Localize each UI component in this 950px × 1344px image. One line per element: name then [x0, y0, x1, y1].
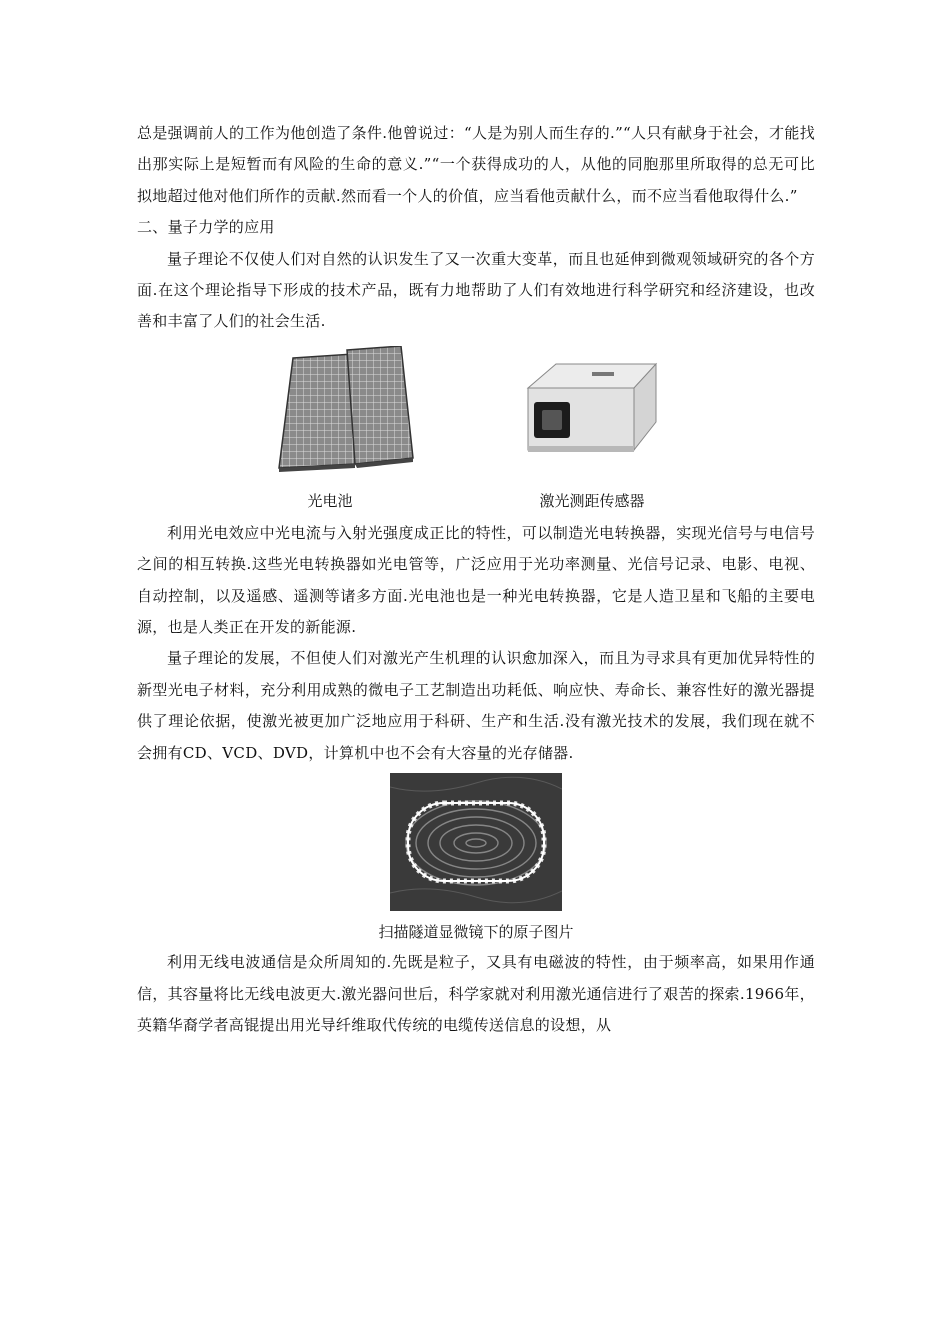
- caption-stm: 扫描隧道显微镜下的原子图片: [378, 923, 574, 942]
- figure-row-devices: [137, 338, 815, 518]
- paragraph-quantum-intro: 量子理论不仅使人们对自然的认识发生了又一次重大变革，而且也延伸到微观领域研究的各个方面.在这个理论指导下形成的技术产品，既有力地帮助了人们有效地进行科学研究和经济建设，也改善和丰富了人们的社会生活.: [137, 249, 815, 331]
- laser-sensor-image: [522, 358, 662, 458]
- paragraph-laser: 量子理论的发展，不但使人们对激光产生机理的认识愈加深入，而且为寻求具有更加优异特性的新型光电子材料，充分利用成熟的微电子工艺制造出功耗低、响应快、寿命长、兼容性好的激光器提供了理论依据，使激光被更加广泛地应用于科研、生产和生活.没有激光技术的发展，我们现在就不会拥有CD、VCD、DVD，计算机中也不会有大容量的光存储器.: [137, 649, 815, 762]
- solar-panel-image: [275, 346, 415, 474]
- document-page: [137, 118, 815, 1041]
- paragraph-photoelectric: 利用光电效应中光电流与入射光强度成正比的特性，可以制造光电转换器，实现光信号与电信号之间的相互转换.这些光电转换器如光电管等，广泛应用于光功率测量、光信号记录、电影、电视、自动控制，以及遥感、遥测等诸多方面.光电池也是一种光电转换器，它是人造卫星和飞船的主要电源，也是人类正在开发的新能源.: [137, 523, 815, 637]
- section-heading: 二、量子力学的应用: [137, 218, 275, 237]
- caption-laser-sensor: 激光测距传感器: [539, 491, 645, 510]
- paragraph-fiber-optic: 利用无线电波通信是众所周知的.先既是粒子，又具有电磁波的特性，由于频率高，如果用作通信，其容量将比无线电波更大.激光器问世后，科学家就对利用激光通信进行了艰苦的探索.1966年，英籍华裔学者高锟提出用光导纤维取代传统的电缆传送信息的设想，从: [137, 953, 815, 1034]
- caption-solar-cell: 光电池: [307, 491, 353, 510]
- figure-laser-sensor: [522, 358, 662, 458]
- stm-atoms-image: [390, 773, 562, 911]
- paragraph-einstein-quotes: 总是强调前人的工作为他创造了条件.他曾说过：“人是为别人而生存的.”“人只有献身于社会，才能找出那实际上是短暂而有风险的生命的意义.”“一个获得成功的人，从他的同胞那里所取得的总无可比拟地超过他对他们所作的贡献.然而看一个人的价值，应当看他贡献什么，而不应当看他取得什么.”: [137, 124, 815, 205]
- figure-stm: [137, 773, 815, 947]
- figure-solar-cell: [275, 346, 415, 474]
